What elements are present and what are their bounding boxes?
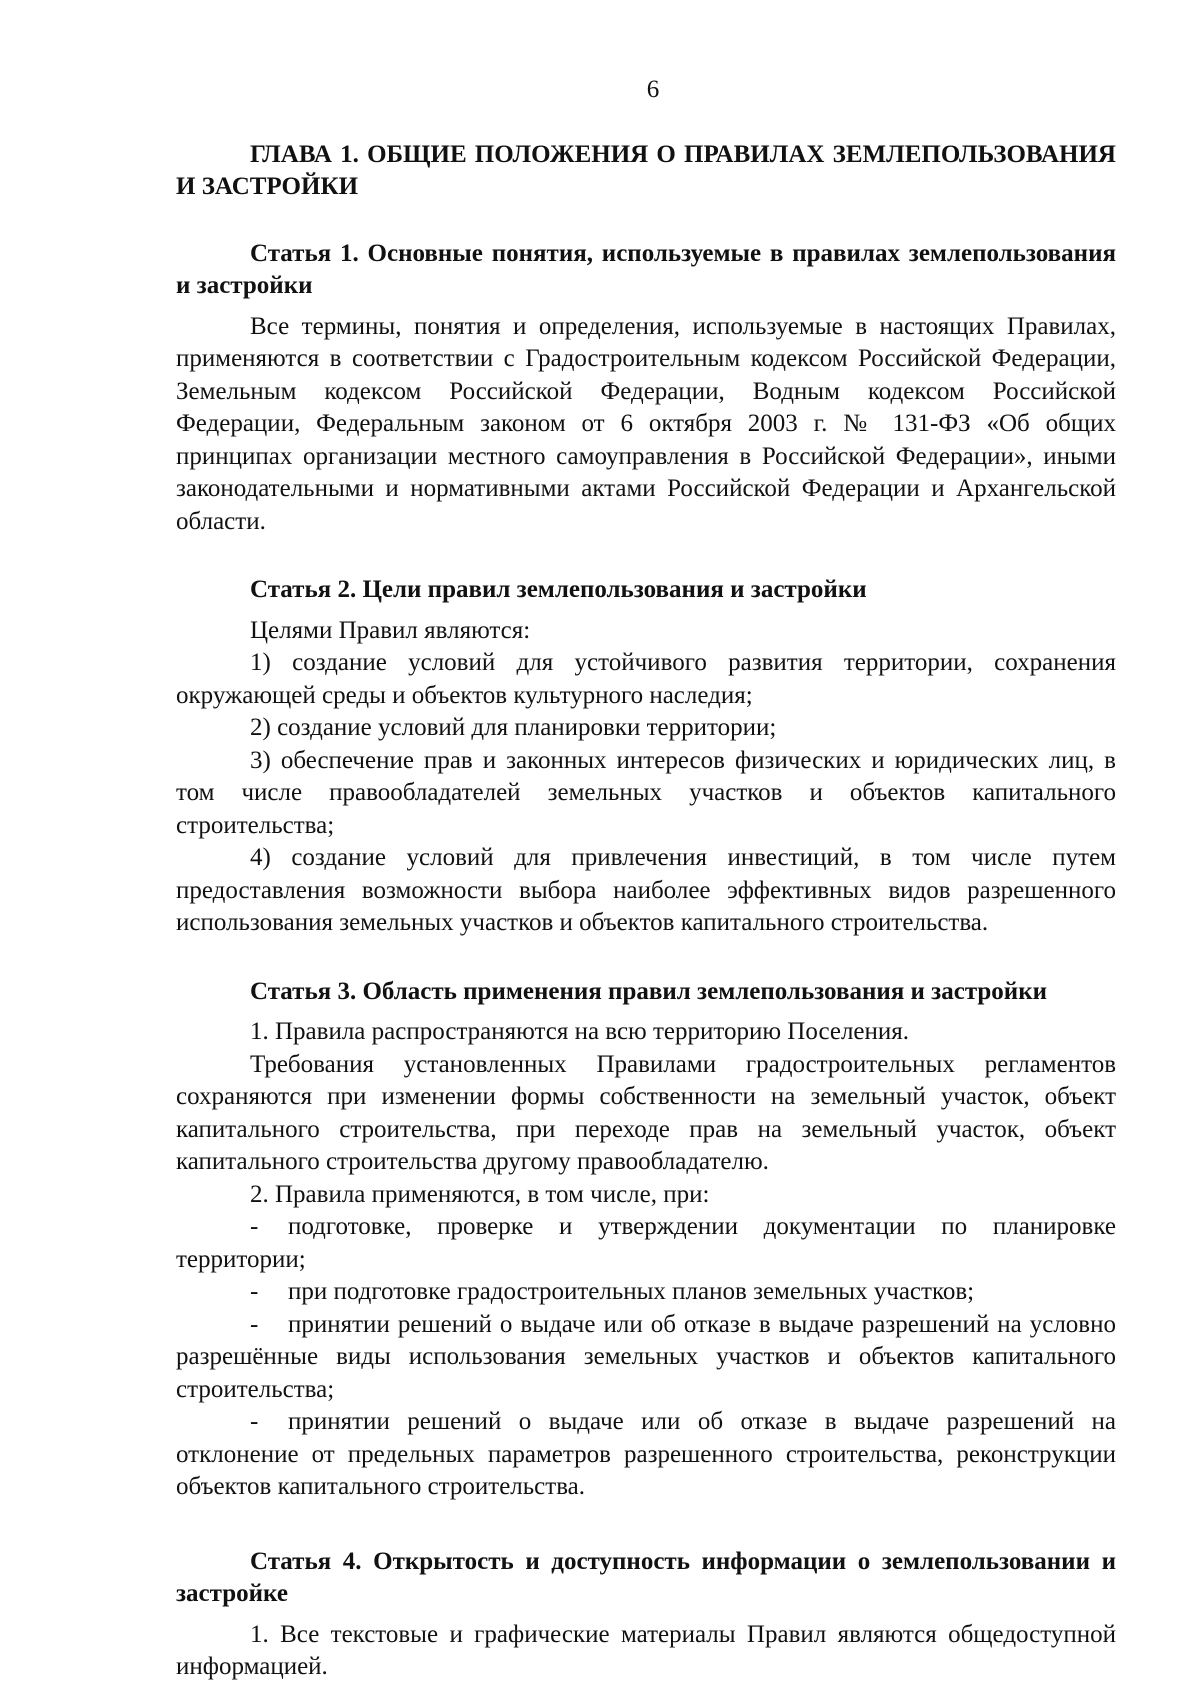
list-item-text: подготовке, проверке и утверждении документации по планировке территории; <box>176 1213 1116 1273</box>
list-item <box>176 1276 1116 1309</box>
list-item-text: принятии решений о выдаче или об отказе в выдаче разрешений на условно разрешённые виды использования земельных участков и объектов капитального строительства; <box>176 1310 1116 1403</box>
article-2-item: 2) создание условий для планировки территории; <box>250 714 777 741</box>
chapter-title: ГЛАВА 1. ОБЩИЕ ПОЛОЖЕНИЯ О ПРАВИЛАХ ЗЕМЛЕПОЛЬЗОВАНИЯ И ЗАСТРОЙКИ <box>176 140 1116 200</box>
article-1-paragraph: Все термины, понятия и определения, используемые в настоящих Правилах, применяются в соответствии с Градостроительным кодексом Российской Федерации, Земельным кодексом Российской Федерации, Водным кодексом Российской Федерации, Федеральным законом от 6 октября 2003 г. № 131-ФЗ «Об общих принципах организации местного самоуправления в Российской Федерации», иными законодательными и нормативными актами Российской Федерации и Архангельской области. <box>176 312 1116 535</box>
article-2-title: Статья 2. Цели правил землепользования и застройки <box>250 576 867 603</box>
list-item <box>176 1309 1116 1407</box>
article-3-title: Статья 3. Область применения правил землепользования и застройки <box>250 977 1048 1005</box>
article-4-title: Статья 4. Открытость и доступность информации о землепользовании и застройке <box>176 1547 1116 1607</box>
page-number: 6 <box>646 76 660 103</box>
article-3-paragraph: 2. Правила применяются, в том числе, при: <box>250 1180 710 1208</box>
list-item-text: принятии решений о выдаче или об отказе в выдаче разрешений на отклонение от предельных параметров разрешенного строительства, реконструкции объектов капитального строительства. <box>176 1408 1116 1500</box>
article-1-title: Статья 1. Основные понятия, используемые в правилах землепользования и застройки <box>176 239 1116 299</box>
article-2-item: 3) обеспечение прав и законных интересов физических и юридических лиц, в том числе правообладателей земельных участков и объектов капитального строительства; <box>176 746 1116 839</box>
dash-marker: - <box>250 1408 259 1435</box>
article-3-paragraph: 1. Правила распространяются на всю территорию Поселения. <box>250 1018 910 1045</box>
article-2-item: 4) создание условий для привлечения инвестиций, в том числе путем предоставления возможности выбора наиболее эффективных видов разрешенного использования земельных участков и объектов капитального строительства. <box>176 844 1116 936</box>
article-2-intro: Целями Правил являются: <box>250 616 531 644</box>
list-item <box>176 1211 1116 1276</box>
article-2-item: 1) создание условий для устойчивого развития территории, сохранения окружающей среды и объектов культурного наследия; <box>176 649 1116 709</box>
dash-marker: - <box>250 1278 259 1305</box>
dash-marker: - <box>250 1213 259 1240</box>
dash-marker: - <box>250 1310 259 1338</box>
article-3-paragraph: Требования установленных Правилами градостроительных регламентов сохраняются при изменении формы собственности на земельный участок, объект капитального строительства, при переходе прав на земельный участок, объект капитального строительства другому правообладателю. <box>176 1050 1116 1175</box>
list-item-text: при подготовке градостроительных планов земельных участков; <box>288 1278 975 1305</box>
article-4-paragraph: 1. Все текстовые и графические материалы Правил являются общедоступной информацией. <box>176 1620 1116 1680</box>
list-item <box>176 1406 1116 1504</box>
